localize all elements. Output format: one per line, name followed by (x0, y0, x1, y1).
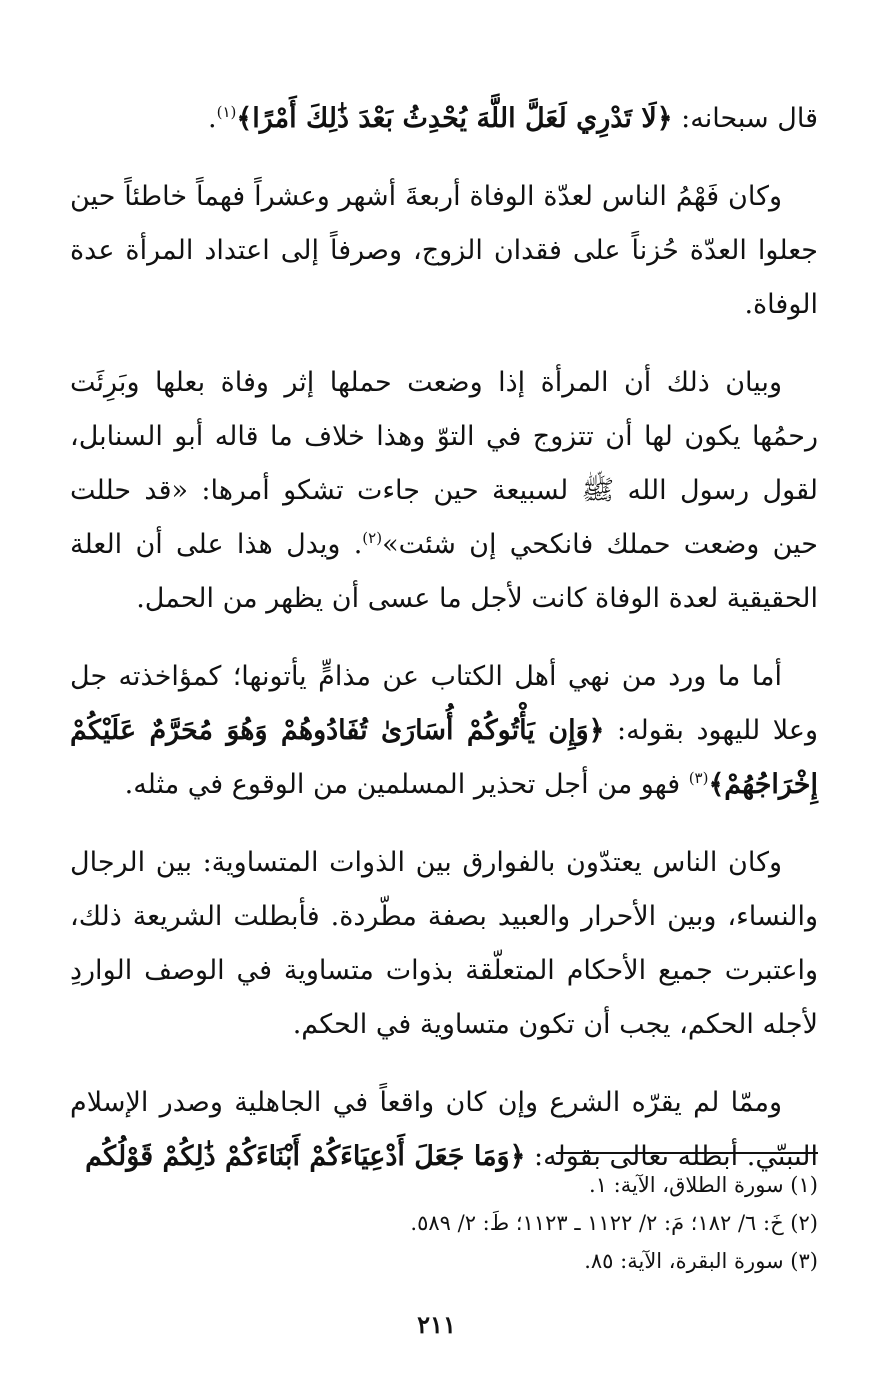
footnote-ref-1: (١) (216, 103, 237, 121)
footnote-3: (٣) سورة البقرة، الآية: ٨٥. (584, 1249, 818, 1273)
footnotes (70, 1166, 818, 1280)
paragraph-5: وكان الناس يعتدّون بالفوارق بين الذوات المتساوية: بين الرجال والنساء، وبين الأحرار والعبيد بصفة مطّردة. فأبطلت الشريعة ذلك، واعتبرت جميع الأحكام المتعلّقة بذوات متساوية في الوصف الواردِ لأجله الحكم، يجب أن تكون متساوية في الحكم. (70, 847, 818, 1040)
quran-verse-3: ﴿وَمَا جَعَلَ أَدْعِيَاءَكُمْ أَبْنَاءَكُمْ ذَٰلِكُمْ قَوْلُكُم (85, 1141, 526, 1172)
paragraph-3-text: وبيان ذلك أن المرأة إذا وضعت حملها إثر وفاة بعلها وبَرِئَت رحمُها يكون لها أن تتزوج في التوّ وهذا خلاف ما قاله أبو السنابل، لقول رسول الله ﷺ لسبيعة حين جاءت تشكو أمرها: «قد حللت حين وضعت حملك فانكحي إن شئت» (70, 367, 818, 560)
quran-verse-2: ﴿وَإِن يَأْتُوكُمْ أُسَارَىٰ تُفَادُوهُمْ وَهُوَ مُحَرَّمٌ عَلَيْكُمْ إِخْرَاجُهُمْ﴾ (70, 715, 818, 800)
paragraph-3-end: . ويدل هذا على أن العلة الحقيقية لعدة الوفاة كانت لأجل ما عسى أن يظهر من الحمل. (70, 529, 818, 614)
footnote-ref-3: (٣) (688, 769, 709, 787)
paragraph-2: وكان فَهْمُ الناس لعدّة الوفاة أربعةَ أشهر وعشراً فهماً خاطئاً حين جعلوا العدّة حُزناً على فقدان الزوج، وصرفاً إلى اعتداد المرأة عدة الوفاة. (70, 181, 818, 320)
paragraph-4 (70, 650, 818, 812)
page-number: ٢١١ (417, 1310, 456, 1339)
paragraph-6-text: وممّا لم يقرّه الشرع وإن كان واقعاً في الجاهلية وصدر الإسلام التبنّي. أبطله تعالى بقوله: (70, 1087, 818, 1172)
paragraph-1-end: . (208, 103, 217, 134)
paragraph-4-text: أما ما ورد من نهي أهل الكتاب عن مذامٍّ يأتونها؛ كمؤاخذته جل وعلا لليهود بقوله: (70, 661, 818, 746)
page-body (70, 92, 818, 1208)
footnote-divider (556, 1152, 818, 1154)
footnote-2: (٢) خَ: ٦/ ١٨٢؛ مَ: ٢/ ١١٢٢ ـ ١١٢٣؛ طَ: ٢/ ٥٨٩. (410, 1211, 818, 1235)
footnote-1: (١) سورة الطلاق، الآية: ١. (589, 1173, 818, 1197)
paragraph-4-end: فهو من أجل تحذير المسلمين من الوقوع في مثله. (124, 769, 689, 800)
footnote-ref-2: (٢) (362, 529, 383, 547)
paragraph-1 (70, 92, 818, 146)
quran-verse-1: ﴿لَا تَدْرِي لَعَلَّ اللَّهَ يُحْدِثُ بَعْدَ ذَٰلِكَ أَمْرًا﴾ (236, 103, 673, 134)
paragraph-1-intro: قال سبحانه: (672, 103, 818, 134)
paragraph-3 (70, 356, 818, 626)
